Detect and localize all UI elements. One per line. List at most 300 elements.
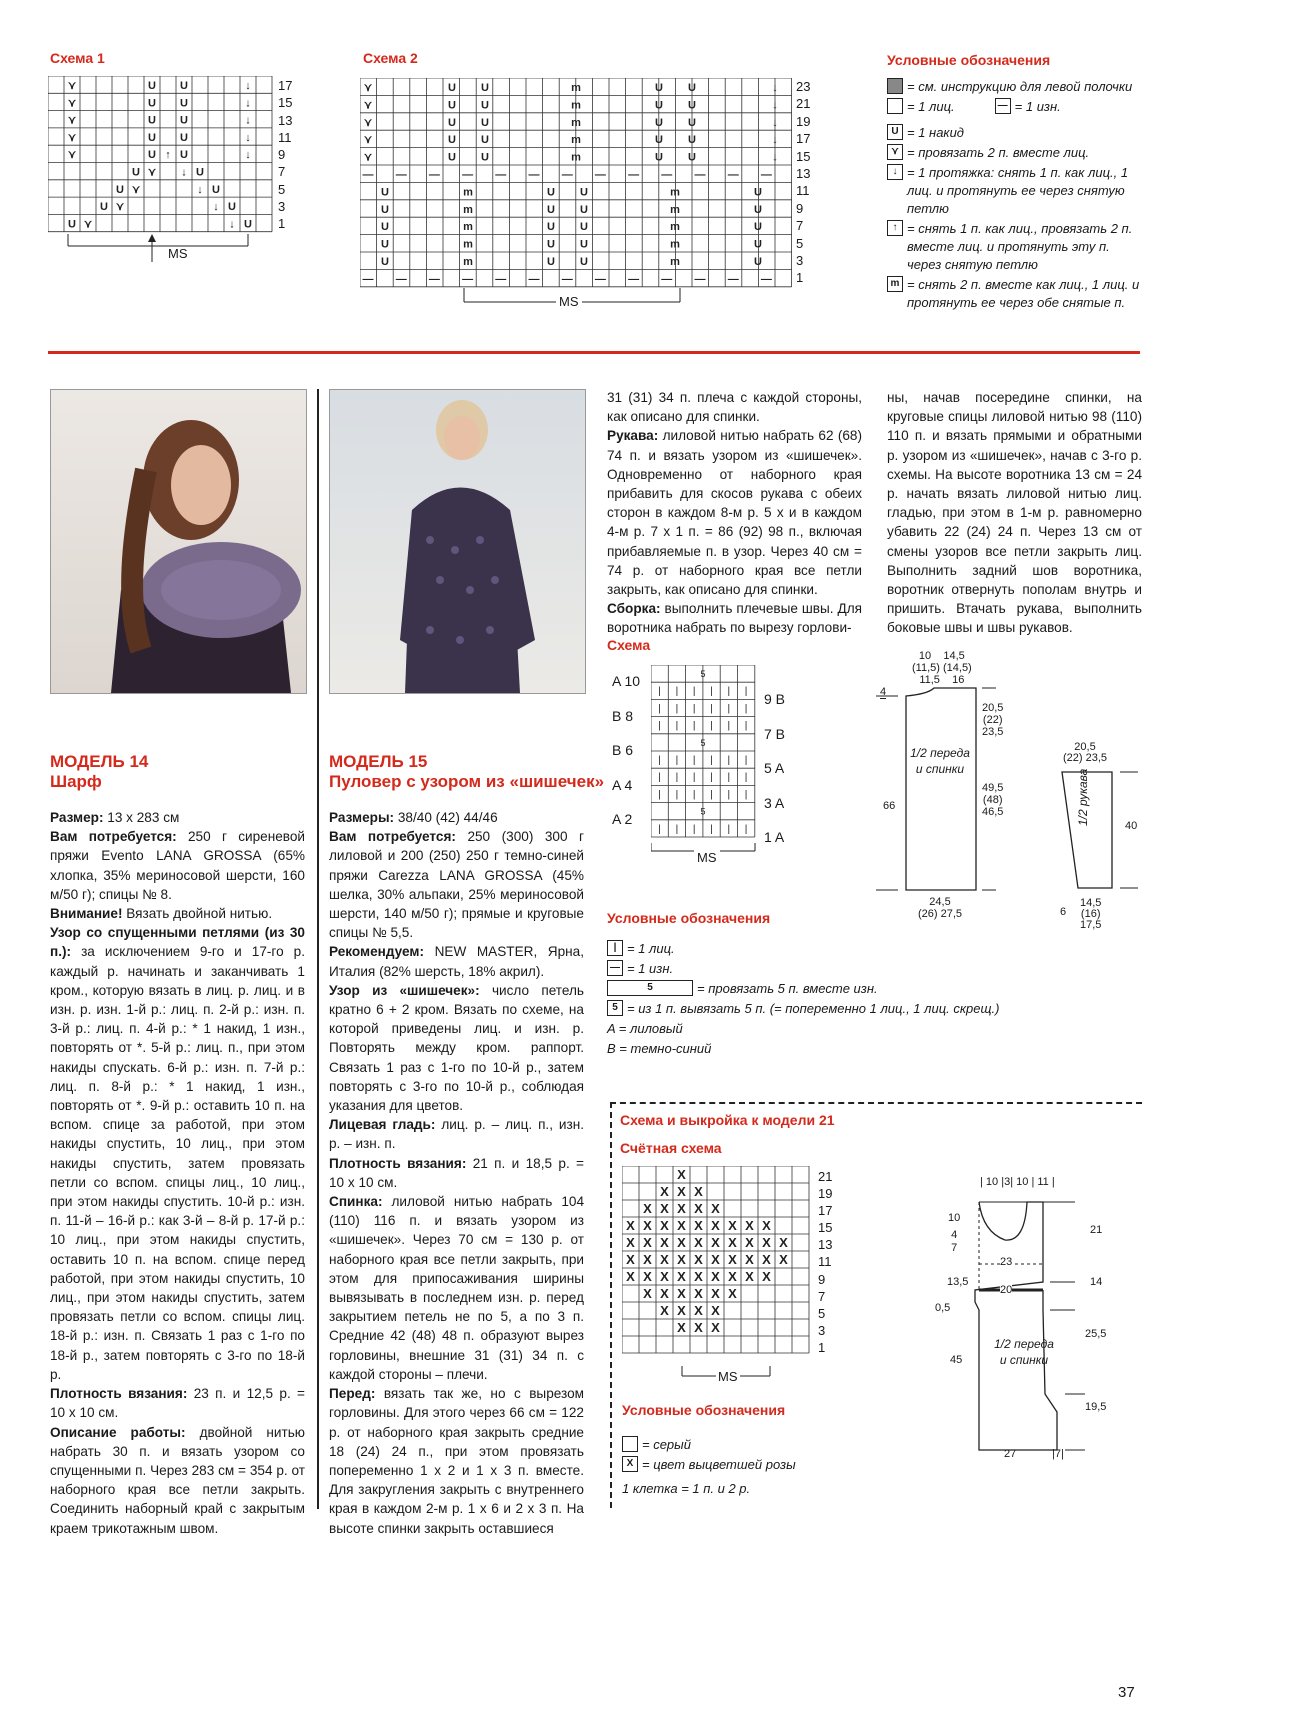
svg-text:U: U: [580, 238, 588, 251]
skp-icon: ↓: [887, 164, 903, 180]
svg-text:U: U: [381, 256, 389, 268]
svg-text:⋎: ⋎: [363, 134, 373, 147]
svg-text:X: X: [762, 1235, 771, 1250]
schema1-row-numbers: 17 15 13 11 9 7 5 3 1: [278, 78, 293, 232]
svg-text:X: X: [660, 1201, 669, 1216]
body-piece-label: 1/2 переда и спинки: [910, 746, 970, 776]
svg-text:—: —: [727, 273, 739, 286]
svg-text:—: —: [628, 273, 640, 286]
model14-text: Размер: 13 х 283 см Вам потребуется: 250 г сиреневой пряжи Evento LANA GROSSA (65% хлопка, 35% мериносовой шерсти, 160 м/50 г); спицы № 8. Внимание! Вязать двойной нитью. Узор со спущенными петлями (из 30 п.): за исключением 9-го и 17-го р. каждый р. начинать и заканчивать 1 кром., которую вязать в лиц. р. лиц. и в изн. р. изн. 1-й р.: лиц. п. 2-й р.: изн. п. 3-й р.: лиц. п. 4-й р.: * 1 накид, 1 изн., повторять от *. 5-й р.: лиц. п., при этом накиды спускать. 6-й р.: изн. п. 7-й р.: лиц. п. 8-й р.: * 1 накид, 1 изн., повторять от *. 9-й р.: оставить 10 п. на вспом. спице за работой, при этом накиды спустить, 10 лиц., при этом накиды спустить, затем провязать петли со вспом. спицы лиц., 10 лиц., при этом накиды спустить. 10-й р.: изн. п. 11-й – 16-й р.: как 3-й – 8-й р. 17-й р.: 10 лиц., при этом накиды спустить, оставить 10 п. на вспом. спице перед работой, при этом накиды спустить, 10 лиц., при этом накиды спустить, затем провязать петли со вспом. спицы лиц. 18-й р.: изн. п. Связать 1 раз с 1-го по 18-й р., затем повторять с 3-го по 18-й р. Плотность вязания: 23 п. и 12,5 р. = 10 х 10 см. Описание работы: двойной нитью набрать 30 п. и вязать узором со спущенными п. Через 283 см = 354 р. от наборного края все петли закрыть. Соединить наборный край с закрытым краем трикотажным швом.: [50, 810, 305, 1536]
svg-text:U: U: [148, 114, 156, 127]
svg-text:|: |: [727, 686, 731, 698]
svg-text:U: U: [754, 203, 762, 216]
svg-text:X: X: [677, 1235, 686, 1250]
svg-text:X: X: [660, 1218, 669, 1233]
svg-text:U: U: [754, 186, 762, 199]
gray-box-icon: [887, 78, 903, 94]
svg-text:m: m: [571, 151, 581, 164]
svg-text:U: U: [655, 82, 663, 94]
model15-text-col3: 31 (31) 34 п. плеча с каждой стороны, как описано для спинки. Рукава: лиловой нитью набрать 62 (68) 74 п. и вязать узором из «шишечек». Одновременно от наборного края прибавить для скосов рукава с обеих сторон в каждом 8-м р. 5 х и в каждом 4-м р. 7 х 1 п. = 86 (92) 98 п., включая прибавляемые п. в узор. Через 40 см = 74 р. от наборного края все петли закрыть, как описано для спинки. Сборка: выполнить плечевые швы. Для воротника набрать по вырезу горлови-: [607, 390, 862, 636]
column-divider: [317, 389, 319, 1509]
legend1-title: Условные обозначения: [887, 52, 1051, 68]
model21-r4: 19,5: [1085, 1401, 1107, 1413]
model15-schema-left-labels: A 10 B 8 B 6 A 4 A 2: [612, 673, 641, 827]
svg-text:U: U: [148, 149, 156, 162]
sleeve-bottom-left-dim: 6: [1060, 906, 1067, 918]
svg-text:U: U: [481, 151, 489, 164]
schema2-grid: [360, 78, 796, 318]
svg-text:X: X: [745, 1269, 754, 1284]
svg-text:m: m: [463, 203, 473, 216]
svg-text:U: U: [180, 131, 188, 144]
sleeve-piece-label: 1/2 рукава: [1076, 768, 1090, 826]
svg-text:↓: ↓: [197, 183, 203, 196]
svg-text:|: |: [692, 823, 696, 835]
svg-text:X: X: [694, 1269, 703, 1284]
svg-text:↓: ↓: [772, 82, 778, 94]
model21-legend: = серый X = цвет выцветшей розы 1 клетка = 1 п. и 2 р.: [622, 1437, 796, 1496]
yarn-over-icon: U: [887, 124, 903, 140]
model15-photo: [329, 389, 586, 694]
svg-text:—: —: [528, 273, 540, 286]
svg-text:X: X: [711, 1218, 720, 1233]
model21-r1: 21: [1090, 1224, 1103, 1236]
svg-text:U: U: [481, 134, 489, 147]
svg-text:|: |: [675, 789, 679, 801]
svg-text:|: |: [658, 703, 661, 715]
svg-text:X: X: [711, 1320, 720, 1335]
svg-text:|: |: [692, 755, 696, 766]
svg-text:U: U: [448, 116, 456, 129]
svg-text:—: —: [495, 273, 507, 286]
model21-row-numbers: 21 19 17 15 13 11 9 7 5 3 1: [818, 1169, 833, 1355]
svg-text:U: U: [448, 99, 456, 112]
svg-text:↓: ↓: [245, 149, 251, 162]
svg-text:X: X: [643, 1252, 652, 1267]
svg-text:|: |: [744, 789, 748, 801]
svg-text:X: X: [660, 1184, 669, 1199]
svg-text:U: U: [100, 201, 108, 214]
schema2-row-numbers: 23 21 19 17 15 13 11 9 7 5 3 1: [796, 79, 811, 286]
svg-text:5: 5: [700, 669, 706, 679]
svg-text:U: U: [688, 151, 696, 164]
svg-text:U: U: [448, 134, 456, 147]
svg-text:X: X: [677, 1201, 686, 1216]
schema2-ms: MS: [556, 294, 582, 309]
svg-text:⋎: ⋎: [67, 131, 77, 144]
svg-text:↓: ↓: [772, 134, 778, 147]
svg-text:U: U: [381, 238, 389, 251]
svg-text:X: X: [762, 1252, 771, 1267]
svg-text:—: —: [561, 169, 573, 181]
svg-text:U: U: [180, 149, 188, 162]
svg-text:U: U: [196, 166, 204, 179]
svg-text:↓: ↓: [181, 166, 187, 179]
model21-w1: 23: [1000, 1256, 1013, 1268]
svg-text:|: |: [710, 789, 713, 801]
svg-text:⋎: ⋎: [363, 82, 373, 94]
svg-text:|: |: [710, 703, 713, 715]
model15-text-col4: ны, начав посередине спинки, на круговые спицы лиловой нитью 98 (110) 110 п. и вязать прямыми и обратными р. узором из «шишечек», начав с 3-го р. схемы. На высоте воротника 13 см = 24 р. начать вязать лиловой нитью лиц. гладью, при этом в 1-м р. равномерно убавить 22 (24) 24 п. Через 13 см от смены узоров все петли закрыть лиц. Выполнить задний шов воротника, воротник отвернуть пополам внутрь и пришить. Втачать рукава, выполнить боковые швы и швы рукавов.: [887, 390, 1142, 636]
svg-text:|: |: [744, 823, 748, 835]
purl-box-icon: —: [995, 98, 1011, 114]
inc5-icon: 5: [607, 1000, 623, 1016]
svg-text:|: |: [675, 720, 679, 732]
svg-text:↓: ↓: [772, 116, 778, 129]
model15-legend: | = 1 лиц. — = 1 изн. 5 = провязать 5 п. вместе изн. 5 = из 1 п. вывязать 5 п. (= попеременно 1 лиц., 1 лиц. скрещ.) A = лиловый B = темно-синий: [607, 941, 1000, 1056]
svg-text:|: |: [710, 755, 713, 766]
svg-text:U: U: [655, 99, 663, 112]
svg-text:X: X: [626, 1252, 635, 1267]
body-side-dims-2: 49,5 (48) 46,5: [982, 782, 1004, 818]
model21-left-dims: 10 4 7: [948, 1212, 961, 1254]
svg-text:X: X: [711, 1252, 720, 1267]
svg-text:X: X: [694, 1218, 703, 1233]
svg-text:|: |: [692, 789, 696, 801]
model21-l6: 45: [950, 1354, 963, 1366]
model15-schema-right-labels: 9 B 7 B 5 A 3 A 1 A: [764, 691, 786, 845]
schema1-ms: MS: [168, 246, 188, 261]
svg-text:m: m: [571, 116, 581, 129]
svg-text:m: m: [463, 256, 473, 268]
svg-text:X: X: [677, 1252, 686, 1267]
svg-text:m: m: [670, 186, 680, 199]
svg-text:5: 5: [700, 737, 706, 748]
svg-text:—: —: [760, 169, 772, 181]
svg-text:|: |: [744, 772, 748, 784]
model15-body-piece: [870, 648, 1000, 938]
svg-text:—: —: [628, 169, 640, 181]
svg-text:X: X: [643, 1235, 652, 1250]
svg-text:|: |: [727, 823, 731, 835]
svg-text:—: —: [462, 169, 474, 181]
svg-text:↓: ↓: [245, 114, 251, 127]
svg-text:—: —: [561, 273, 573, 286]
model21-l5: 0,5: [935, 1302, 951, 1314]
schema1-grid: [48, 76, 308, 266]
svg-text:X: X: [711, 1235, 720, 1250]
svg-text:|: |: [675, 772, 679, 784]
model14-title: МОДЕЛЬ 14 Шарф: [50, 752, 149, 791]
svg-text:U: U: [580, 256, 588, 268]
svg-text:X: X: [660, 1269, 669, 1284]
svg-text:|: |: [710, 772, 713, 784]
svg-text:|: |: [675, 755, 679, 766]
svg-text:|: |: [710, 720, 713, 732]
svg-text:|: |: [744, 703, 748, 715]
purl-icon: —: [607, 960, 623, 976]
svg-text:|: |: [727, 720, 731, 732]
svg-text:U: U: [148, 97, 156, 110]
svg-text:U: U: [481, 82, 489, 94]
model15-schema-grid: [651, 665, 761, 865]
svg-text:U: U: [754, 221, 762, 234]
svg-text:U: U: [547, 238, 555, 251]
svg-text:⋎: ⋎: [147, 166, 157, 179]
svg-text:X: X: [626, 1235, 635, 1250]
model21-title: Схема и выкройка к модели 21: [620, 1112, 835, 1128]
model21-b1: 27: [1004, 1448, 1017, 1460]
svg-text:X: X: [694, 1235, 703, 1250]
svg-text:m: m: [571, 134, 581, 147]
svg-text:U: U: [688, 82, 696, 94]
body-neck-dim: 4: [880, 686, 887, 698]
svg-text:⋎: ⋎: [67, 149, 77, 162]
svg-text:↓: ↓: [229, 218, 235, 231]
svg-text:X: X: [711, 1201, 720, 1216]
body-bottom-dims: 24,5 (26) 27,5: [918, 896, 963, 920]
svg-text:—: —: [395, 273, 407, 286]
svg-text:m: m: [670, 238, 680, 251]
svg-text:|: |: [744, 686, 748, 698]
svg-text:|: |: [710, 823, 713, 835]
s2kp-icon: m: [887, 276, 903, 292]
svg-text:U: U: [655, 116, 663, 129]
svg-text:U: U: [180, 97, 188, 110]
svg-text:X: X: [677, 1303, 686, 1318]
model21-piece: [935, 1172, 1115, 1472]
svg-text:m: m: [463, 238, 473, 251]
model21-top-dims: | 10 |3| 10 | 11 |: [980, 1176, 1055, 1188]
svg-text:|: |: [692, 772, 696, 784]
svg-text:U: U: [481, 99, 489, 112]
svg-text:U: U: [754, 256, 762, 268]
svg-text:U: U: [688, 134, 696, 147]
svg-text:U: U: [228, 201, 236, 214]
svg-text:m: m: [670, 256, 680, 268]
svg-text:X: X: [643, 1201, 652, 1216]
knit-box-icon: [887, 98, 903, 114]
svg-text:X: X: [728, 1235, 737, 1250]
model21-l4: 13,5: [947, 1276, 969, 1288]
svg-text:↓: ↓: [245, 131, 251, 144]
svg-text:U: U: [244, 218, 252, 231]
svg-text:m: m: [463, 221, 473, 234]
svg-text:|: |: [675, 823, 679, 835]
model21-piece-label: 1/2 переда и спинки: [994, 1337, 1054, 1367]
knit-icon: |: [607, 940, 623, 956]
svg-text:|: |: [727, 772, 731, 784]
svg-text:U: U: [180, 114, 188, 127]
page-number: 37: [1118, 1684, 1135, 1701]
svg-text:↓: ↓: [213, 201, 219, 214]
svg-text:|: |: [658, 823, 661, 835]
svg-text:X: X: [762, 1218, 771, 1233]
body-side-dims-1: 20,5 (22) 23,5: [982, 702, 1004, 738]
model21-b2: |7|: [1052, 1448, 1064, 1460]
svg-text:X: X: [677, 1167, 686, 1182]
svg-text:X: X: [677, 1184, 686, 1199]
svg-text:X: X: [779, 1252, 788, 1267]
svg-text:U: U: [381, 203, 389, 216]
svg-text:m: m: [463, 186, 473, 199]
rose-color-box-icon: X: [622, 1456, 638, 1472]
svg-text:⋎: ⋎: [131, 183, 141, 196]
svg-text:⋎: ⋎: [67, 80, 77, 92]
svg-text:⋎: ⋎: [67, 114, 77, 127]
gray-color-box-icon: [622, 1436, 638, 1452]
svg-text:—: —: [661, 273, 673, 286]
svg-text:U: U: [148, 80, 156, 92]
model21-border-left: [610, 1102, 612, 1508]
svg-text:X: X: [626, 1218, 635, 1233]
svg-text:X: X: [711, 1286, 720, 1301]
svg-text:|: |: [692, 720, 696, 732]
svg-text:m: m: [670, 203, 680, 216]
svg-text:U: U: [212, 183, 220, 196]
svg-text:X: X: [626, 1269, 635, 1284]
svg-text:U: U: [116, 183, 124, 196]
sleeve-bottom-dims: 14,5 (16) 17,5: [1080, 897, 1102, 931]
svg-text:—: —: [428, 169, 440, 181]
svg-text:⋎: ⋎: [115, 201, 125, 214]
svg-text:↓: ↓: [245, 97, 251, 110]
svg-text:↓: ↓: [772, 151, 778, 164]
model21-count-title: Счётная схема: [620, 1140, 722, 1156]
svg-text:X: X: [728, 1286, 737, 1301]
svg-text:⋎: ⋎: [363, 99, 373, 112]
svg-text:X: X: [711, 1303, 720, 1318]
svg-text:X: X: [762, 1269, 771, 1284]
svg-text:|: |: [744, 755, 748, 766]
body-top-dims: 10 14,5 (11,5) (14,5) 11,5 16: [912, 650, 972, 686]
svg-text:X: X: [660, 1252, 669, 1267]
svg-text:—: —: [760, 273, 772, 286]
svg-text:⋎: ⋎: [363, 151, 373, 164]
svg-text:U: U: [580, 203, 588, 216]
svg-text:|: |: [727, 755, 731, 766]
model21-w2: 20: [1000, 1284, 1013, 1296]
svg-text:U: U: [547, 256, 555, 268]
svg-text:X: X: [728, 1252, 737, 1267]
svg-text:5: 5: [700, 806, 706, 817]
svg-text:U: U: [180, 80, 188, 92]
svg-text:X: X: [728, 1269, 737, 1284]
model21-border-top: [610, 1102, 1142, 1104]
svg-text:X: X: [660, 1286, 669, 1301]
svg-text:X: X: [779, 1235, 788, 1250]
svg-text:X: X: [677, 1218, 686, 1233]
svg-text:X: X: [711, 1269, 720, 1284]
svg-text:U: U: [448, 151, 456, 164]
svg-text:U: U: [547, 221, 555, 234]
svg-text:—: —: [694, 169, 706, 181]
svg-text:|: |: [727, 789, 731, 801]
svg-text:↓: ↓: [245, 80, 251, 92]
svg-text:X: X: [677, 1269, 686, 1284]
svg-text:m: m: [670, 221, 680, 234]
svg-text:U: U: [655, 151, 663, 164]
svg-text:—: —: [428, 273, 440, 286]
svg-text:|: |: [744, 720, 748, 732]
svg-text:—: —: [661, 169, 673, 181]
k2tog-icon: ⋎: [887, 144, 903, 160]
svg-text:—: —: [495, 169, 507, 181]
p5tog-icon: 5: [607, 980, 693, 996]
svg-text:U: U: [754, 238, 762, 251]
svg-text:X: X: [643, 1286, 652, 1301]
svg-text:↓: ↓: [772, 99, 778, 112]
model15-schema-title: Схема: [607, 637, 651, 653]
body-height-dim: 66: [883, 800, 896, 812]
svg-text:X: X: [745, 1235, 754, 1250]
svg-text:U: U: [132, 166, 140, 179]
svg-text:|: |: [658, 755, 661, 766]
svg-text:—: —: [594, 169, 606, 181]
model15-title: МОДЕЛЬ 15 Пуловер с узором из «шишечек»: [329, 752, 605, 791]
svg-text:|: |: [692, 703, 696, 715]
svg-text:—: —: [362, 169, 374, 181]
svg-text:—: —: [594, 273, 606, 286]
svg-text:|: |: [710, 686, 713, 698]
svg-text:X: X: [660, 1303, 669, 1318]
model15-schema-ms: MS: [694, 850, 720, 865]
sleeve-top-dims: 20,5 (22) 23,5: [1063, 741, 1108, 764]
svg-text:U: U: [547, 186, 555, 199]
svg-text:U: U: [547, 203, 555, 216]
svg-text:⋎: ⋎: [363, 116, 373, 129]
svg-text:U: U: [448, 82, 456, 94]
svg-text:m: m: [571, 99, 581, 112]
svg-text:—: —: [462, 273, 474, 286]
model15-legend-title: Условные обозначения: [607, 910, 771, 926]
svg-text:X: X: [660, 1235, 669, 1250]
svg-text:|: |: [675, 703, 679, 715]
svg-text:U: U: [481, 116, 489, 129]
svg-text:↑: ↑: [165, 149, 171, 162]
model21-r2: 14: [1090, 1276, 1103, 1288]
svg-text:|: |: [727, 703, 731, 715]
svg-text:X: X: [694, 1320, 703, 1335]
svg-text:U: U: [688, 99, 696, 112]
svg-text:X: X: [677, 1320, 686, 1335]
svg-text:—: —: [727, 169, 739, 181]
svg-text:X: X: [745, 1218, 754, 1233]
sleeve-height-dim: 40: [1125, 820, 1138, 832]
model21-r3: 25,5: [1085, 1328, 1107, 1340]
svg-text:⋎: ⋎: [67, 97, 77, 110]
legend1: = см. инструкцию для левой полочки = 1 лиц. — = 1 изн. U = 1 накид ⋎ = провязать 2 п. вместе лиц. ↓ = 1 протяжка: снять 1 п. как лиц., 1 лиц. и протянуть ее через снятую петлю ↑ = снять 1 п. как лиц., провязать 2 п. вместе лиц. и протянуть эту п. через снятую петлю m = снять 2 п. вместе как лиц., 1 лиц. и протянуть ее через обе снятые п.: [887, 78, 1147, 314]
svg-text:|: |: [658, 686, 661, 698]
svg-text:U: U: [580, 186, 588, 199]
svg-text:—: —: [528, 169, 540, 181]
svg-text:X: X: [694, 1286, 703, 1301]
svg-text:U: U: [148, 131, 156, 144]
sk2p-icon: ↑: [887, 220, 903, 236]
svg-text:|: |: [675, 686, 679, 698]
svg-text:X: X: [694, 1201, 703, 1216]
svg-text:X: X: [728, 1218, 737, 1233]
svg-text:U: U: [655, 134, 663, 147]
svg-text:X: X: [643, 1269, 652, 1284]
svg-text:—: —: [362, 273, 374, 286]
svg-text:—: —: [694, 273, 706, 286]
svg-text:X: X: [694, 1184, 703, 1199]
svg-text:X: X: [643, 1218, 652, 1233]
svg-text:U: U: [688, 116, 696, 129]
svg-text:|: |: [658, 772, 661, 784]
svg-text:U: U: [381, 186, 389, 199]
svg-text:U: U: [381, 221, 389, 234]
svg-text:m: m: [571, 82, 581, 94]
svg-text:U: U: [580, 221, 588, 234]
svg-text:|: |: [658, 720, 661, 732]
svg-text:X: X: [677, 1286, 686, 1301]
svg-text:|: |: [658, 789, 661, 801]
svg-text:—: —: [395, 169, 407, 181]
svg-text:X: X: [745, 1252, 754, 1267]
model14-photo: [50, 389, 307, 694]
